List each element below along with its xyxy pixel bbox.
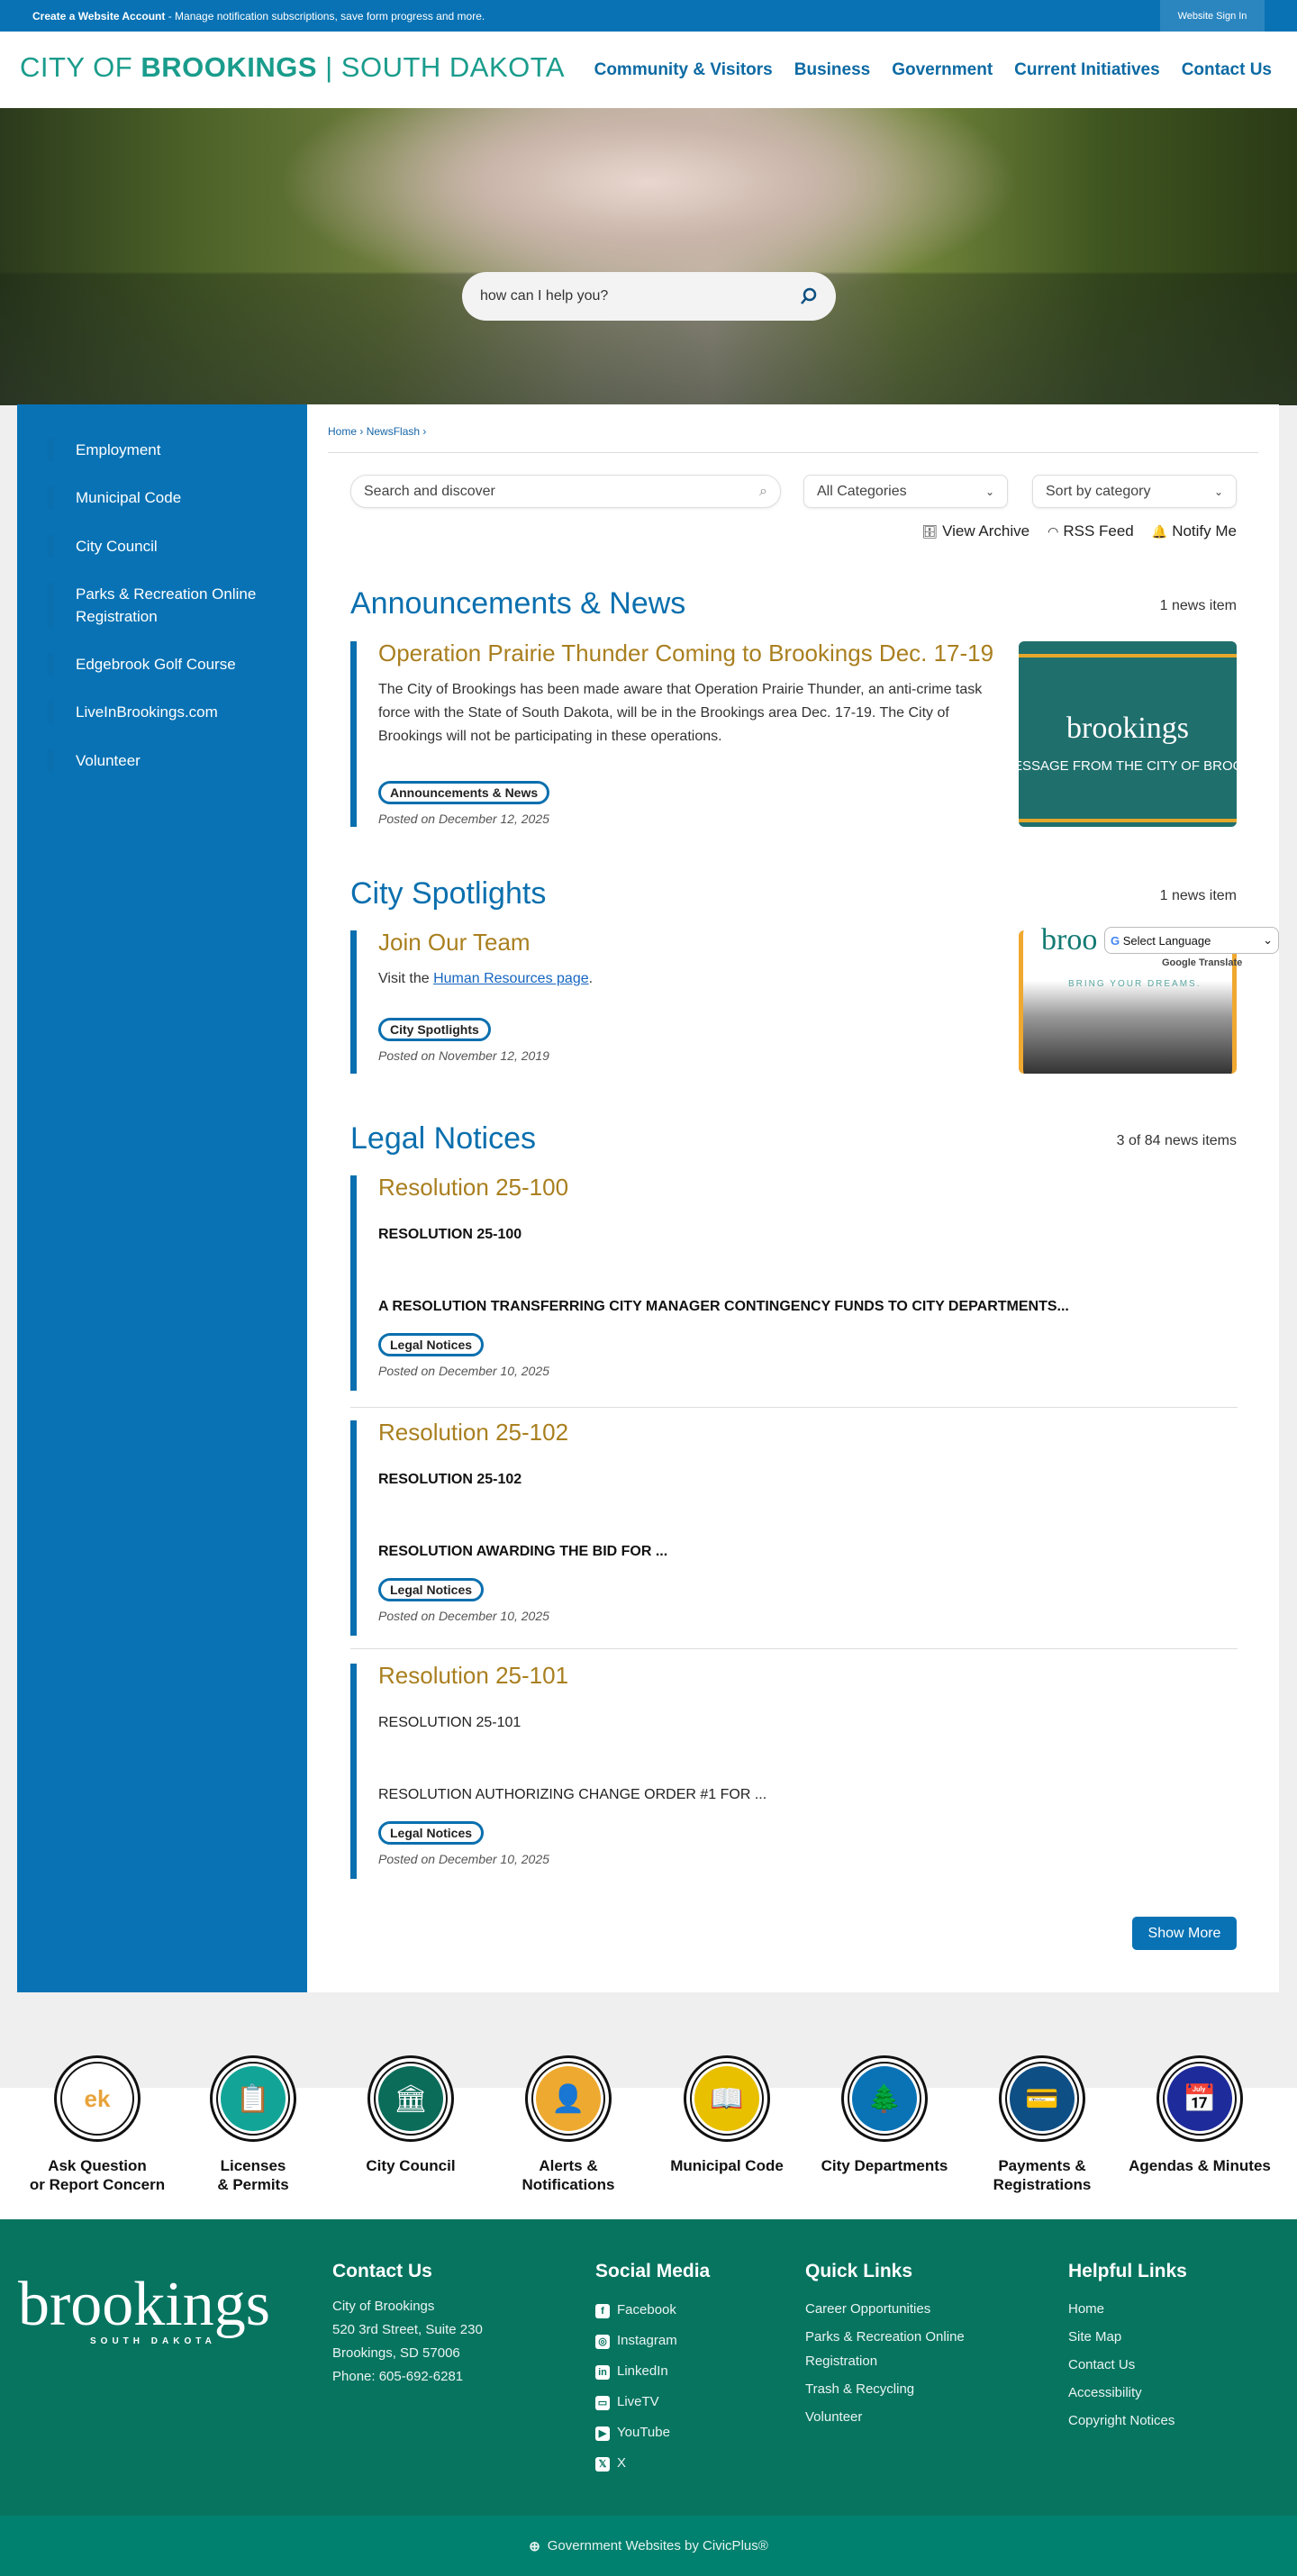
capitol-building-icon: 🏛 — [378, 2066, 443, 2131]
civicplus-icon: ⊕ — [529, 2538, 540, 2554]
nav-community-visitors[interactable]: Community & Visitors — [594, 60, 773, 79]
label-line: or Report Concern — [29, 2176, 166, 2193]
category-tag[interactable]: City Spotlights — [378, 1018, 491, 1041]
ring-inner — [690, 2062, 764, 2136]
legal-notice-item — [350, 1664, 1238, 1879]
contact-line: 520 3rd Street, Suite 230 — [332, 2322, 483, 2337]
quick-link-label — [21, 2156, 174, 2194]
quick-link-city-council[interactable] — [334, 2055, 487, 2175]
image-logo: broo — [1041, 923, 1098, 957]
label-line: Registrations — [993, 2176, 1092, 2193]
show-more-button[interactable]: Show More — [1132, 1917, 1237, 1950]
news-search-placeholder: Search and discover — [364, 483, 495, 499]
news-search-input[interactable] — [350, 475, 781, 508]
posted-date: Posted on November 12, 2019 — [378, 1048, 549, 1063]
quick-link-label — [808, 2156, 961, 2175]
top-account-bar — [0, 0, 1297, 32]
breadcrumb-newsflash[interactable]: NewsFlash — [366, 425, 421, 438]
image-logo: brookings — [1066, 712, 1189, 745]
rss-feed-link[interactable] — [1048, 522, 1134, 540]
quick-link-ring — [999, 2055, 1085, 2142]
logo-text-city-of: CITY OF — [20, 51, 141, 83]
social-label: Facebook — [617, 2302, 676, 2317]
search-icon[interactable]: ⌕ — [759, 483, 767, 499]
news-item-title[interactable]: Operation Prairie Thunder Coming to Brookings Dec. 17-19 — [378, 639, 994, 667]
linkedin-icon: in — [595, 2365, 610, 2380]
youtube-icon: ▶ — [595, 2426, 610, 2441]
website-sign-in-button[interactable]: Website Sign In — [1160, 0, 1265, 32]
social-label: X — [617, 2455, 627, 2471]
category-tag[interactable]: Legal Notices — [378, 1578, 484, 1601]
bell-icon: 🔔 — [1151, 524, 1168, 539]
quick-link-municipal-code[interactable] — [650, 2055, 803, 2175]
chevron-down-icon: ⌄ — [1263, 933, 1273, 947]
civicplus-credit-bar — [0, 2516, 1297, 2576]
ring-inner — [216, 2062, 290, 2136]
nav-contact-us[interactable]: Contact Us — [1181, 60, 1272, 79]
news-item-title[interactable]: Resolution 25-101 — [378, 1662, 569, 1689]
quick-link-label — [1123, 2156, 1276, 2175]
image-caption: BRING YOUR DREAMS. — [1068, 979, 1202, 989]
news-item-title[interactable]: Resolution 25-102 — [378, 1419, 569, 1446]
label-line: Payments & — [998, 2157, 1086, 2174]
label-line: Licenses — [220, 2157, 286, 2174]
category-tag[interactable]: Legal Notices — [378, 1821, 484, 1845]
news-item-title[interactable]: Resolution 25-100 — [378, 1174, 569, 1201]
news-item-image[interactable] — [1013, 641, 1266, 827]
view-archive-link[interactable] — [921, 522, 1029, 540]
legal-notice-item — [350, 1420, 1238, 1636]
chevron-down-icon: ⌄ — [984, 485, 994, 498]
category-select[interactable] — [803, 475, 1008, 508]
sidebar-item-municipal-code[interactable]: Municipal Code — [48, 486, 291, 509]
divider — [350, 1407, 1238, 1408]
footer-logo[interactable] — [18, 2270, 270, 2346]
account-description: - Manage notification subscriptions, save form progress and more. — [165, 10, 485, 23]
section-heading-spotlights: City Spotlights — [350, 876, 547, 911]
quick-link-licenses[interactable] — [177, 2055, 330, 2194]
sidebar-item-edgebrook-golf[interactable]: Edgebrook Golf Course — [48, 653, 291, 676]
x-icon: 𝕏 — [595, 2457, 610, 2472]
quick-link-ask-question[interactable] — [21, 2055, 174, 2194]
ring-inner — [60, 2062, 134, 2136]
social-label: YouTube — [617, 2425, 670, 2440]
tag-row — [378, 1333, 1238, 1356]
footer-helpful-links — [1068, 2261, 1187, 2435]
hero-search-placeholder: how can I help you? — [480, 288, 609, 304]
sidebar-item-liveinbrookings[interactable]: LiveInBrookings.com — [48, 701, 291, 723]
quick-link[interactable]: Parks & Recreation Online Registration — [805, 2329, 965, 2369]
search-icon[interactable] — [800, 287, 818, 305]
quick-link-label — [650, 2156, 803, 2175]
instagram-icon: ◎ — [595, 2335, 610, 2349]
footer-social — [595, 2261, 710, 2479]
ring-inner — [1005, 2062, 1079, 2136]
label-line: Alerts & — [539, 2157, 598, 2174]
quick-link-label — [177, 2156, 330, 2194]
quick-link-label — [334, 2156, 487, 2175]
quick-link[interactable]: Volunteer — [805, 2409, 863, 2425]
logo-text-brookings: BROOKINGS — [141, 51, 318, 83]
label-line: City Departments — [821, 2157, 948, 2174]
quick-link-ring — [1156, 2055, 1243, 2142]
posted-date: Posted on December 10, 2025 — [378, 1852, 549, 1866]
section-count: 1 news item — [1159, 598, 1237, 613]
notify-me-link[interactable] — [1152, 522, 1237, 540]
footer-heading: Contact Us — [332, 2261, 432, 2281]
civicplus-link[interactable]: Government Websites by CivicPlus® — [547, 2538, 768, 2553]
helpful-link[interactable]: Home — [1068, 2301, 1105, 2317]
language-select-value: Select Language — [1122, 933, 1211, 948]
label-line: Municipal Code — [670, 2157, 784, 2174]
hero-banner — [0, 108, 1297, 405]
footer-logo-text: brookings — [18, 2270, 270, 2339]
contact-line: City of Brookings — [332, 2299, 435, 2314]
tag-row — [378, 1821, 1238, 1845]
social-link-instagram[interactable] — [595, 2326, 710, 2356]
quick-link-ring — [841, 2055, 928, 2142]
create-account-message[interactable] — [32, 10, 485, 23]
legal-notice-item — [350, 1175, 1238, 1391]
footer-heading: Helpful Links — [1068, 2261, 1187, 2281]
footer-heading: Social Media — [595, 2261, 711, 2281]
breadcrumb: Home › NewsFlash › — [328, 425, 427, 438]
section-count: 3 of 84 news items — [1116, 1133, 1237, 1148]
logo-text-south-dakota: | SOUTH DAKOTA — [317, 51, 566, 83]
google-translate-credit: Google Translate — [1162, 957, 1243, 968]
quick-link-label — [966, 2156, 1119, 2194]
social-link-linkedin[interactable] — [595, 2356, 710, 2387]
sidebar-item-volunteer[interactable]: Volunteer — [48, 749, 291, 772]
ring-inner — [531, 2062, 605, 2136]
tv-icon: ▭ — [595, 2396, 610, 2410]
book-icon: 📖 — [694, 2066, 759, 2131]
ring-inner — [1163, 2062, 1237, 2136]
body-text: Visit the — [378, 971, 434, 986]
helpful-link[interactable]: Copyright Notices — [1068, 2413, 1175, 2428]
hero-search-input[interactable] — [462, 272, 836, 321]
sidebar-item-parks-recreation[interactable]: Parks & Recreation Online Registration — [48, 583, 291, 628]
archive-icon: 🗄 — [921, 524, 939, 539]
nav-business[interactable]: Business — [794, 60, 871, 79]
notify-me-label: Notify Me — [1172, 522, 1237, 540]
posted-date: Posted on December 12, 2025 — [378, 812, 549, 826]
facebook-icon: f — [595, 2304, 610, 2318]
tag-row — [378, 1578, 1238, 1601]
helpful-link[interactable]: Site Map — [1068, 2329, 1122, 2345]
quick-link-ring — [525, 2055, 612, 2142]
quick-link[interactable]: Trash & Recycling — [805, 2381, 915, 2397]
footer-logo-subtext: SOUTH DAKOTA — [90, 2336, 216, 2346]
breadcrumb-home[interactable]: Home — [328, 425, 358, 438]
resolution-number: RESOLUTION 25-101 — [378, 1715, 522, 1730]
quick-link-label — [492, 2156, 645, 2194]
news-item-title[interactable]: Join Our Team — [378, 929, 531, 956]
contact-line: Brookings, SD 57006 — [332, 2345, 460, 2361]
image-caption: ESSAGE FROM THE CITY OF BROOKIN — [1013, 758, 1266, 774]
rss-icon: ◠ — [1048, 524, 1059, 539]
social-link-youtube[interactable] — [595, 2417, 710, 2448]
calendar-clock-icon: 📅 — [1167, 2066, 1232, 2131]
category-select-value: All Categories — [817, 483, 907, 499]
quick-link-ring — [54, 2055, 141, 2142]
quick-link-agendas-minutes[interactable] — [1123, 2055, 1276, 2175]
resolution-summary: RESOLUTION AUTHORIZING CHANGE ORDER #1 FOR ... — [378, 1787, 767, 1802]
label-line: Ask Question — [48, 2157, 147, 2174]
sort-select-value: Sort by category — [1046, 483, 1151, 499]
language-select[interactable]: G Select Language ⌄ — [1104, 927, 1279, 954]
tree-icon: 🌲 — [852, 2066, 917, 2131]
news-item-body: The City of Brookings has been made aware that Operation Prairie Thunder, an anti-crime task force with the State of South Dakota, will be in the Brookings area Dec. 17-19. The City of Brookings will not be participating in these operations. — [378, 682, 983, 744]
resolution-number: RESOLUTION 25-100 — [378, 1227, 522, 1242]
section-heading-announcements: Announcements & News — [350, 586, 686, 621]
social-link-livetv[interactable] — [595, 2387, 710, 2417]
resolution-number: RESOLUTION 25-102 — [378, 1472, 522, 1487]
social-label: LinkedIn — [617, 2363, 668, 2379]
category-tag[interactable]: Legal Notices — [378, 1333, 484, 1356]
contact-phone: Phone: 605-692-6281 — [332, 2369, 464, 2384]
clipboard-check-icon: 📋 — [221, 2066, 286, 2131]
sort-select[interactable] — [1032, 475, 1237, 508]
footer-quick-links — [805, 2261, 1030, 2431]
person-alert-icon: 👤 — [536, 2066, 601, 2131]
section-heading-legal-notices: Legal Notices — [350, 1121, 537, 1156]
main-content — [307, 404, 1279, 1992]
site-footer — [0, 2219, 1297, 2516]
sidebar-nav — [17, 404, 307, 1992]
posted-date: Posted on December 10, 2025 — [378, 1609, 549, 1623]
sidebar-item-employment[interactable]: Employment — [48, 439, 291, 461]
label-line: & Permits — [217, 2176, 289, 2193]
quick-link-city-departments[interactable] — [808, 2055, 961, 2175]
ring-inner — [848, 2062, 921, 2136]
footer-contact — [332, 2261, 483, 2389]
divider — [350, 1648, 1238, 1649]
human-resources-link[interactable]: Human Resources page — [433, 971, 589, 986]
site-header — [0, 32, 1297, 108]
body-text: . — [588, 971, 594, 986]
site-logo[interactable] — [20, 51, 565, 84]
posted-date: Posted on December 10, 2025 — [378, 1364, 549, 1378]
nav-current-initiatives[interactable]: Current Initiatives — [1014, 60, 1160, 79]
engage-brookings-icon: ek — [65, 2066, 130, 2131]
rss-feed-label: RSS Feed — [1063, 522, 1134, 540]
social-label: Instagram — [617, 2333, 677, 2348]
chevron-down-icon: ⌄ — [1213, 485, 1223, 498]
card-icon: 💳 — [1010, 2066, 1075, 2131]
quick-link-ring — [684, 2055, 770, 2142]
ring-inner — [374, 2062, 448, 2136]
main-nav — [594, 60, 1272, 80]
footer-heading: Quick Links — [805, 2261, 913, 2281]
nav-government[interactable]: Government — [892, 60, 993, 79]
label-line: Notifications — [522, 2176, 615, 2193]
social-link-x[interactable] — [595, 2448, 710, 2479]
social-label: LiveTV — [617, 2394, 659, 2409]
news-actions — [921, 522, 1237, 540]
helpful-link[interactable]: Contact Us — [1068, 2357, 1136, 2372]
quick-link-ring — [210, 2055, 296, 2142]
label-line: City Council — [366, 2157, 456, 2174]
social-link-facebook[interactable] — [595, 2295, 710, 2326]
view-archive-label: View Archive — [942, 522, 1030, 540]
quick-link[interactable]: Career Opportunities — [805, 2301, 931, 2317]
resolution-summary: RESOLUTION AWARDING THE BID FOR ... — [378, 1544, 668, 1559]
helpful-link[interactable]: Accessibility — [1068, 2385, 1142, 2400]
quick-link-ring — [367, 2055, 454, 2142]
section-count: 1 news item — [1159, 888, 1237, 903]
category-tag[interactable]: Announcements & News — [378, 781, 549, 804]
divider — [328, 452, 1258, 453]
resolution-summary: A RESOLUTION TRANSFERRING CITY MANAGER CONTINGENCY FUNDS TO CITY DEPARTMENTS... — [378, 1299, 1069, 1314]
create-account-link[interactable]: Create a Website Account — [32, 10, 166, 23]
quick-link-alerts-[interactable] — [492, 2055, 645, 2194]
quick-link-payments-[interactable] — [966, 2055, 1119, 2194]
label-line: Agendas & Minutes — [1129, 2157, 1271, 2174]
sidebar-item-city-council[interactable]: City Council — [48, 535, 291, 558]
